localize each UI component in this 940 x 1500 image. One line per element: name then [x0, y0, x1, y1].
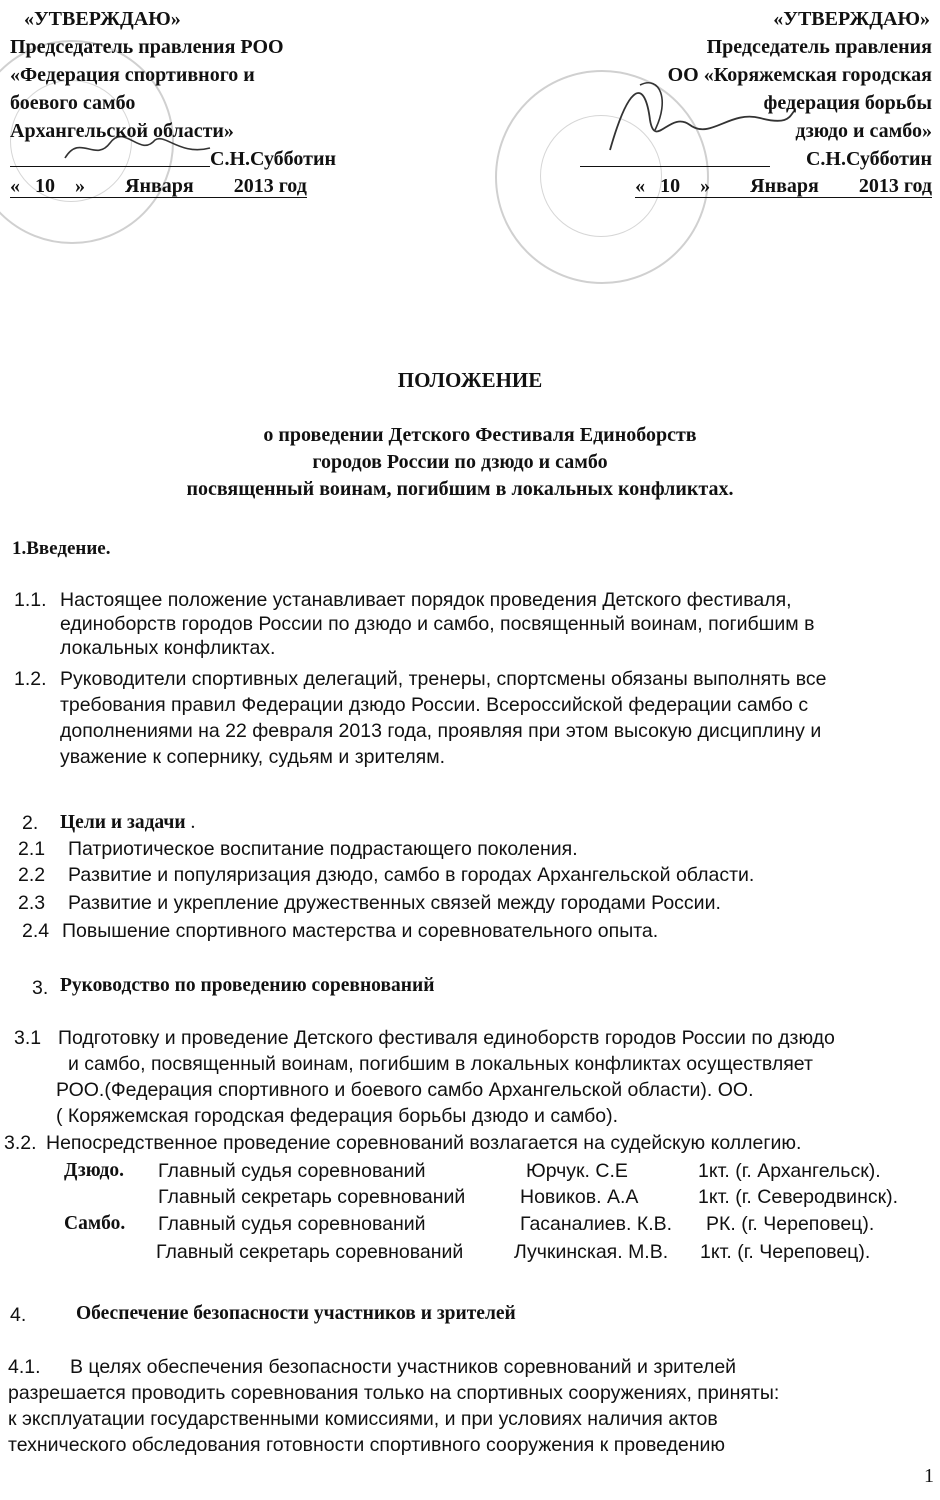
section3-heading: Руководство по проведению соревнований — [60, 975, 435, 996]
document-subtitle-3: посвященный воинам, погибшим в локальных конфликтах. — [186, 478, 734, 500]
judge-2-name: Новиков. А.А — [520, 1186, 639, 1208]
judo-label: Дзюдо. — [64, 1160, 125, 1181]
left-approval-line2: «Федерация спортивного и — [10, 64, 255, 86]
goal-2-2-text: Развитие и популяризация дзюдо, самбо в городах Архангельской области. — [68, 864, 755, 886]
left-signature-line — [10, 166, 210, 167]
left-approval-heading: «УТВЕРЖДАЮ» — [24, 8, 181, 30]
p41-line1: В целях обеспечения безопасности участников соревнований и зрителей — [70, 1356, 737, 1378]
p11-line1: Настоящее положение устанавливает порядок проведения Детского фестиваля, — [60, 589, 792, 611]
judge-2-rank: 1кт. (г. Северодвинск). — [698, 1186, 899, 1208]
p32-text: Непосредственное проведение соревнований возлагается на судейскую коллегию. — [46, 1132, 802, 1154]
judge-2-role: Главный секретарь соревнований — [158, 1186, 466, 1208]
judge-3-name: Гасаналиев. К.В. — [520, 1213, 673, 1235]
judge-1-name: Юрчук. С.Е — [526, 1160, 628, 1182]
left-approval-line3: боевого самбо — [10, 92, 136, 114]
right-approval-heading: «УТВЕРЖДАЮ» — [773, 8, 930, 30]
p12-line3: дополнениями на 22 февраля 2013 года, проявляя при этом высокую дисциплину и — [60, 720, 822, 742]
judge-1-role: Главный судья соревнований — [158, 1160, 426, 1182]
goal-2-1-text: Патриотическое воспитание подрастающего поколения. — [68, 838, 578, 860]
left-signer-name: С.Н.Субботин — [210, 148, 337, 170]
p41-line2: разрешается проводить соревнования только на спортивных сооружениях, приняты: — [8, 1382, 780, 1404]
judge-4-name: Лучкинская. М.В. — [514, 1241, 669, 1263]
p31-line3: РОО.(Федерация спортивного и боевого самбо Архангельской области). ОО. — [56, 1079, 754, 1101]
p12-line4: уважение к сопернику, судьям и зрителям. — [60, 746, 446, 768]
p31-line1: Подготовку и проведение Детского фестиваля единоборств городов России по дзюдо — [58, 1027, 835, 1049]
judge-1-rank: 1кт. (г. Архангельск). — [698, 1160, 881, 1182]
left-approval-date: « 10 » Января 2013 год — [10, 175, 307, 197]
section3-number: 3. — [32, 977, 49, 999]
goal-2-3-text: Развитие и укрепление дружественных связей между городами России. — [68, 892, 721, 914]
section2-heading — [60, 811, 195, 834]
sambo-label: Самбо. — [64, 1213, 126, 1234]
goal-2-4-text: Повышение спортивного мастерства и соревновательного опыта. — [62, 920, 659, 942]
section4-number: 4. — [10, 1304, 27, 1326]
section2-number: 2. — [22, 812, 39, 834]
p41-line3: к эксплуатации государственными комиссиями, и при условиях наличия актов — [8, 1408, 718, 1430]
document-subtitle-1: о проведении Детского Фестиваля Единоборств — [263, 424, 697, 446]
document-subtitle-2: городов России по дзюдо и самбо — [312, 451, 608, 473]
left-approval-line4: Архангельской области» — [10, 120, 234, 142]
p41-line4: технического обследования готовности спортивного сооружения к проведению — [8, 1434, 726, 1456]
document-title: ПОЛОЖЕНИЕ — [397, 368, 543, 392]
p31-line2: и самбо, посвященный воинам, погибшим в локальных конфликтах осуществляет — [68, 1053, 813, 1075]
right-approval-line1: Председатель правления — [706, 36, 932, 58]
p41-number: 4.1. — [8, 1356, 41, 1378]
section2-heading-tail: . — [185, 812, 196, 833]
p11-line2: единоборств городов России по дзюдо и самбо, посвященный воинам, погибшим в — [60, 613, 815, 635]
p31-number: 3.1 — [14, 1027, 42, 1049]
right-approval-line2: ОО «Коряжемская городская — [667, 64, 932, 86]
goal-2-3-number: 2.3 — [18, 892, 46, 914]
goal-2-2-number: 2.2 — [18, 864, 46, 886]
p31-line4: ( Коряжемская городская федерация борьбы дзюдо и самбо). — [56, 1105, 619, 1127]
p11-number: 1.1. — [14, 589, 47, 611]
right-signature-line — [580, 166, 770, 167]
page-number: 1 — [924, 1465, 934, 1487]
right-approval-date: « 10 » Января 2013 год — [635, 175, 932, 197]
goal-2-4-number: 2.4 — [22, 920, 50, 942]
p12-line2: требования правил Федерации дзюдо России. Всероссийской федерации самбо с — [60, 694, 809, 716]
left-approval-line1: Председатель правления РОО — [10, 36, 284, 58]
section2-heading-text: Цели и задачи — [60, 812, 186, 833]
judge-3-rank: РК. (г. Череповец). — [706, 1213, 875, 1235]
right-approval-line4: дзюдо и самбо» — [795, 120, 932, 142]
p11-line3: локальных конфликтах. — [60, 637, 276, 659]
judge-4-rank: 1кт. (г. Череповец). — [700, 1241, 871, 1263]
p12-line1: Руководители спортивных делегаций, тренеры, спортсмены обязаны выполнять все — [60, 668, 827, 690]
goal-2-1-number: 2.1 — [18, 838, 46, 860]
judge-3-role: Главный судья соревнований — [158, 1213, 426, 1235]
p12-number: 1.2. — [14, 668, 47, 690]
right-signer-name: С.Н.Субботин — [805, 148, 932, 170]
right-approval-line3: федерация борьбы — [763, 92, 932, 114]
judge-4-role: Главный секретарь соревнований — [156, 1241, 464, 1263]
section4-heading: Обеспечение безопасности участников и зрителей — [76, 1303, 516, 1324]
p32-number: 3.2. — [4, 1132, 37, 1154]
section1-heading: 1.Введение. — [12, 538, 111, 559]
